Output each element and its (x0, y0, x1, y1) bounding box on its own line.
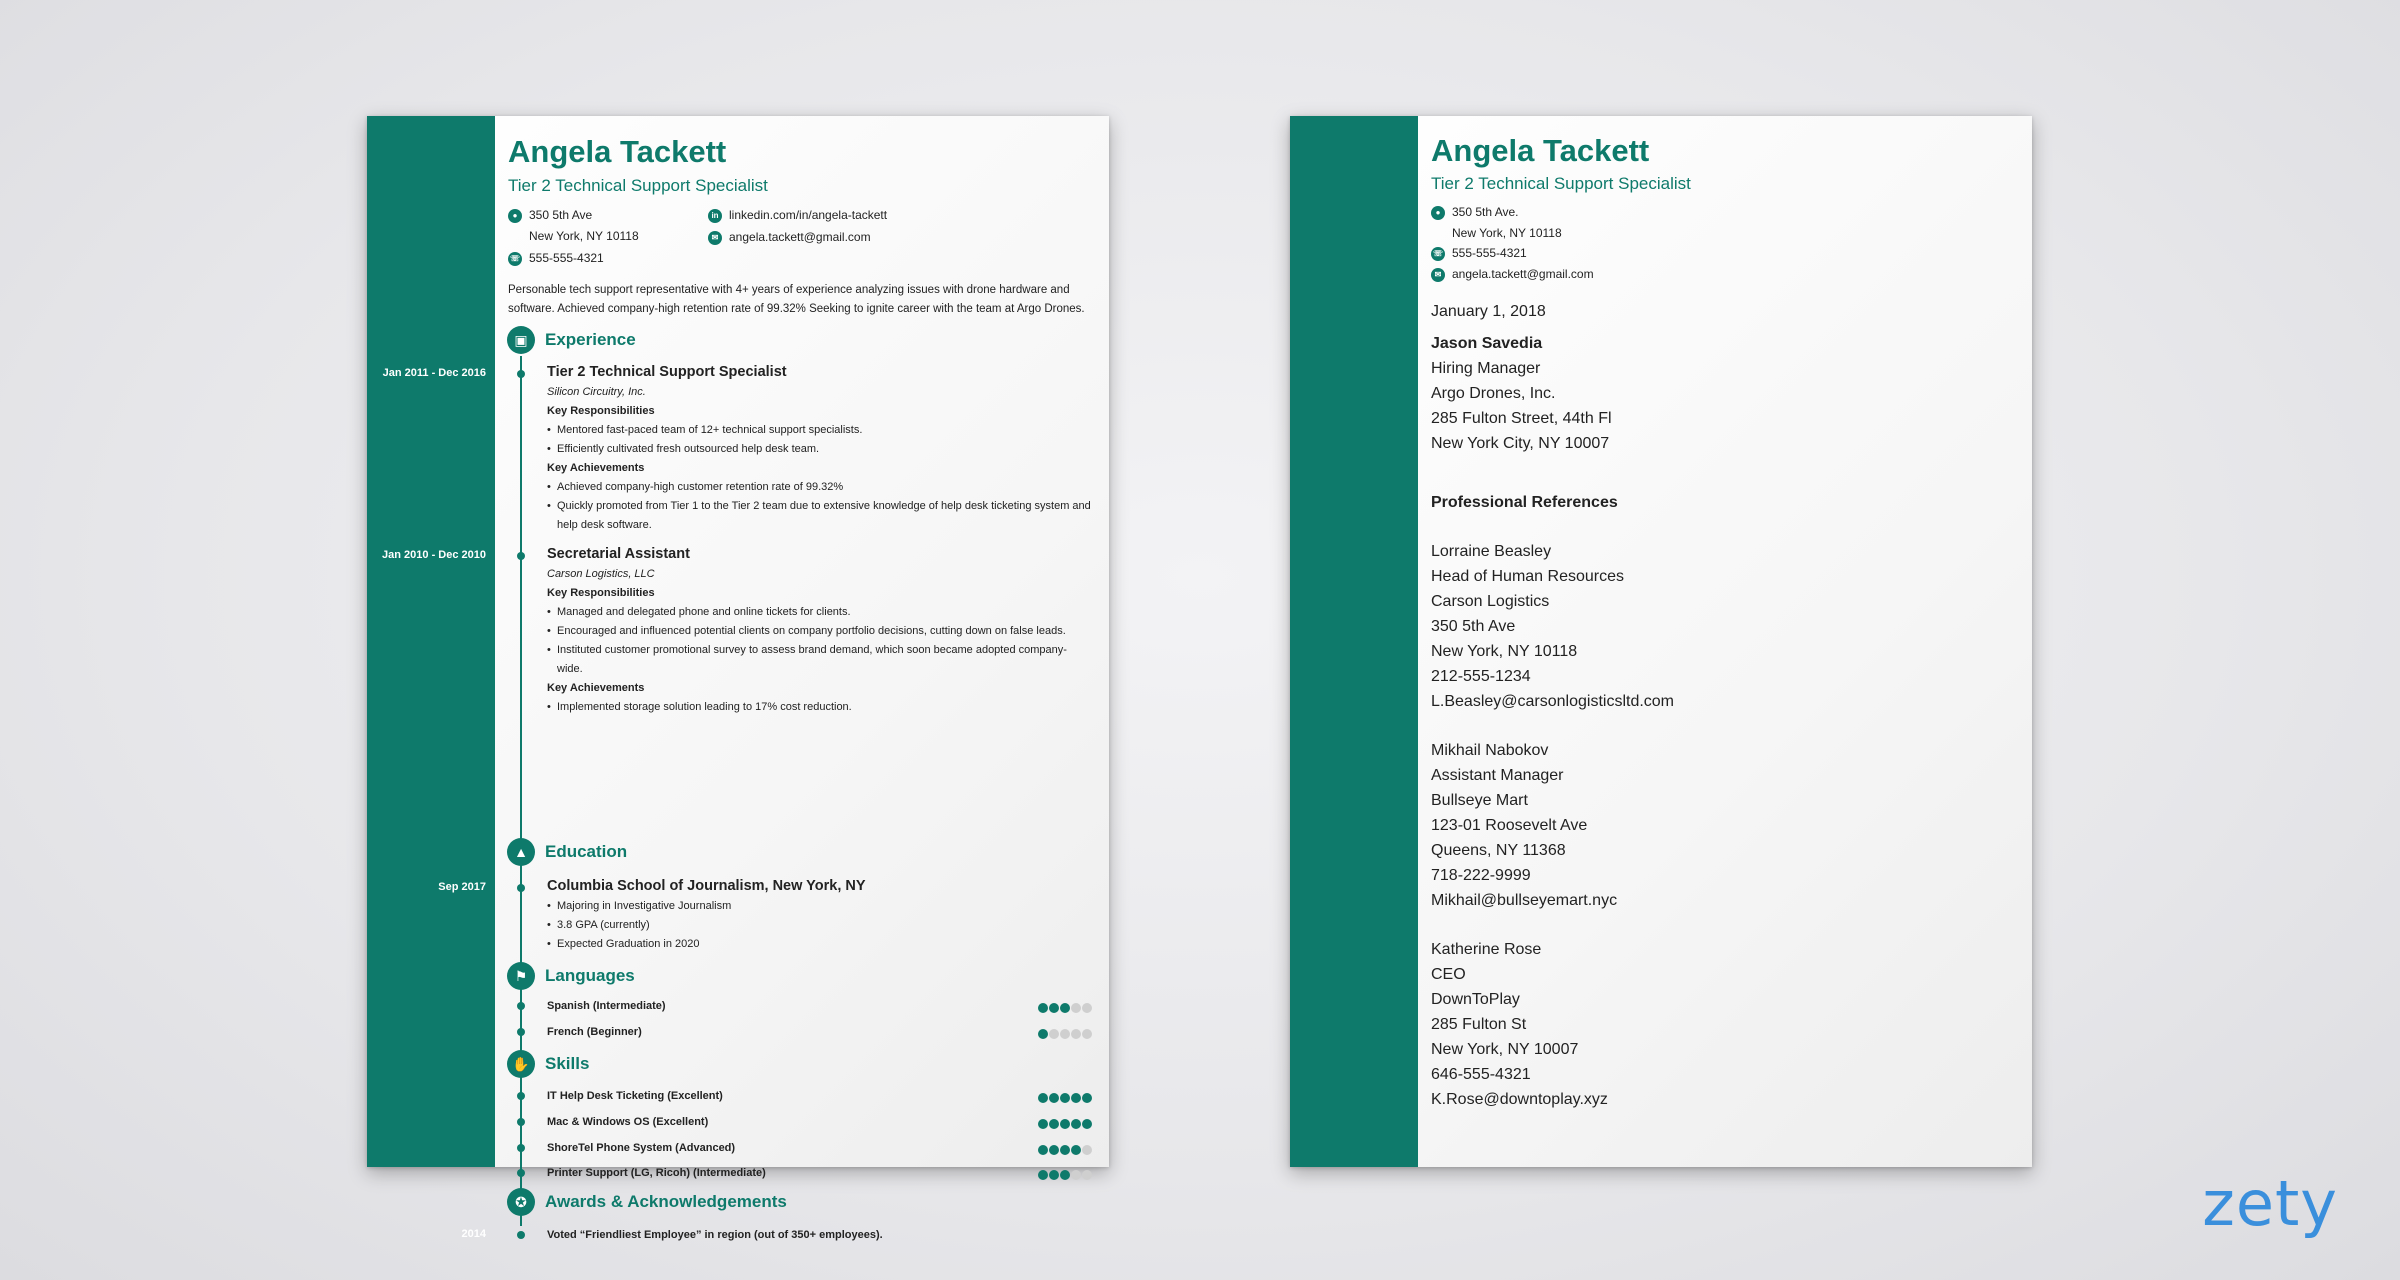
rating-dot-empty (1049, 1029, 1059, 1039)
references-sidebar (1290, 116, 1418, 1167)
phone-icon: ☏ (508, 252, 522, 266)
location-pin-icon: ● (1431, 206, 1445, 220)
rating-dot-filled (1038, 1003, 1048, 1013)
recipient-details: Hiring Manager Argo Drones, Inc. 285 Fulton Street, 44th Fl New York City, NY 10007 (1431, 360, 1612, 452)
education-heading: ▲ Education (507, 838, 627, 866)
rating-dot-filled (1038, 1093, 1048, 1103)
reference-entry: Mikhail Nabokov Assistant Manager Bullseye Mart 123-01 Roosevelt Ave Queens, NY 11368 718-222-9999 Mikhail@bullseyemart.nyc (1431, 742, 1618, 909)
rating-dot-filled (1049, 1145, 1059, 1155)
job-company: Silicon Circuitry, Inc. (547, 386, 646, 398)
graduation-cap-icon: ▲ (507, 838, 535, 866)
email-icon: ✉ (1431, 268, 1445, 282)
award-ribbon-icon: ✪ (507, 1188, 535, 1216)
timeline-dot (517, 1231, 525, 1239)
email-icon: ✉ (708, 231, 722, 245)
reference-entry: Lorraine Beasley Head of Human Resources Carson Logistics 350 5th Ave New York, NY 10118 212-555-1234 L.Beasley@carsonlogisticsltd.com (1431, 543, 1675, 710)
resume-sidebar (367, 116, 495, 1167)
timeline-dot (517, 1169, 525, 1177)
rating-dot-empty (1082, 1003, 1092, 1013)
language-row: French (Beginner) (547, 1023, 1092, 1041)
linkedin-icon: in (708, 209, 722, 223)
resume-email[interactable]: ✉ angela.tackett@gmail.com (708, 227, 871, 248)
recipient-name: Jason Savedia (1431, 335, 1543, 352)
timeline-dot (517, 552, 525, 560)
rating-dot-filled (1049, 1170, 1059, 1180)
rating-dot-filled (1049, 1119, 1059, 1129)
education-entry (547, 875, 1092, 954)
list-item: • Managed and delegated phone and online tickets for clients. (547, 603, 1092, 622)
rating-dot-empty (1082, 1145, 1092, 1155)
key-achievements-label: Key Achievements (547, 682, 645, 694)
rating-dots (1037, 1001, 1092, 1011)
rating-dot-filled (1038, 1145, 1048, 1155)
skills-heading: ✋ Skills (507, 1050, 589, 1078)
list-item: • Majoring in Investigative Journalism (547, 897, 1092, 916)
list-item: • Implemented storage solution leading to 17% cost reduction. (547, 698, 1092, 717)
education-date: Sep 2017 (438, 881, 486, 893)
timeline-dot (517, 1092, 525, 1100)
key-achievements-label: Key Achievements (547, 462, 645, 474)
list-item: • Instituted customer promotional survey to assess brand demand, which soon became adopted company-wide. (547, 641, 1092, 679)
awards-heading: ✪ Awards & Acknowledgements (507, 1188, 787, 1216)
location-pin-icon: ● (508, 209, 522, 223)
timeline-dot (517, 884, 525, 892)
experience-heading: ▣ Experience (507, 326, 636, 354)
rating-dot-filled (1082, 1093, 1092, 1103)
rating-dot-filled (1082, 1119, 1092, 1129)
job-dates: Jan 2011 - Dec 2016 (382, 367, 486, 379)
resume-linkedin[interactable]: in linkedin.com/in/angela-tackett (708, 205, 887, 226)
timeline-dot (517, 1028, 525, 1036)
rating-dots (1037, 1168, 1092, 1178)
list-item: • Efficiently cultivated fresh outsourced help desk team. (547, 440, 1092, 459)
list-item: • Achieved company-high customer retention rate of 99.32% (547, 478, 1092, 497)
rating-dot-filled (1071, 1145, 1081, 1155)
job-title: Secretarial Assistant (547, 546, 690, 562)
rating-dot-empty (1071, 1003, 1081, 1013)
rating-dot-filled (1071, 1119, 1081, 1129)
skill-row: Printer Support (LG, Ricoh) (Intermediate) (547, 1164, 1092, 1182)
resume-name: Angela Tackett (508, 134, 727, 169)
job-company: Carson Logistics, LLC (547, 568, 655, 580)
references-page (1290, 116, 2032, 1167)
timeline-dot (517, 370, 525, 378)
flag-icon: ⚑ (507, 962, 535, 990)
list-item: • Quickly promoted from Tier 1 to the Tier 2 team due to extensive knowledge of help desk ticketing system and help desk software. (547, 497, 1092, 535)
briefcase-icon: ▣ (507, 326, 535, 354)
resume-job-title: Tier 2 Technical Support Specialist (508, 176, 768, 195)
phone-icon: ☏ (1431, 247, 1445, 261)
letter-job-title: Tier 2 Technical Support Specialist (1431, 174, 1691, 193)
job-title: Tier 2 Technical Support Specialist (547, 364, 787, 380)
award-text: Voted “Friendliest Employee” in region (out of 350+ employees). (547, 1229, 883, 1241)
list-item: • 3.8 GPA (currently) (547, 916, 1092, 935)
rating-dots (1037, 1143, 1092, 1153)
rating-dot-filled (1060, 1093, 1070, 1103)
skills-hand-icon: ✋ (507, 1050, 535, 1078)
rating-dot-empty (1071, 1029, 1081, 1039)
rating-dot-filled (1038, 1170, 1048, 1180)
job-entry (547, 361, 1092, 535)
rating-dot-filled (1038, 1119, 1048, 1129)
rating-dot-filled (1049, 1003, 1059, 1013)
rating-dot-filled (1038, 1029, 1048, 1039)
rating-dots (1037, 1117, 1092, 1127)
rating-dot-filled (1060, 1145, 1070, 1155)
rating-dot-filled (1060, 1170, 1070, 1180)
rating-dot-filled (1060, 1119, 1070, 1129)
language-row: Spanish (Intermediate) (547, 997, 1092, 1015)
skill-row: IT Help Desk Ticketing (Excellent) (547, 1087, 1092, 1105)
key-responsibilities-label: Key Responsibilities (547, 405, 655, 417)
rating-dot-empty (1082, 1029, 1092, 1039)
languages-heading: ⚑ Languages (507, 962, 635, 990)
rating-dot-filled (1060, 1003, 1070, 1013)
list-item: • Expected Graduation in 2020 (547, 935, 1092, 954)
key-responsibilities-label: Key Responsibilities (547, 587, 655, 599)
list-item: • Encouraged and influenced potential clients on company portfolio decisions, cutting down on false leads. (547, 622, 1092, 641)
award-date: 2014 (461, 1228, 486, 1240)
resume-address: ● 350 5th Ave New York, NY 10118 (508, 205, 639, 247)
school-name: Columbia School of Journalism, New York, NY (547, 878, 866, 894)
letter-name: Angela Tackett (1431, 133, 1650, 168)
letter-date: January 1, 2018 (1431, 303, 1546, 320)
timeline-dot (517, 1002, 525, 1010)
letter-email[interactable]: ✉ angela.tackett@gmail.com (1431, 264, 1594, 285)
rating-dot-empty (1071, 1170, 1081, 1180)
job-dates: Jan 2010 - Dec 2010 (382, 549, 486, 561)
zety-logo: zety (2202, 1167, 2338, 1240)
letter-address: ● 350 5th Ave. New York, NY 10118 (1431, 202, 1562, 244)
rating-dot-filled (1071, 1093, 1081, 1103)
list-item: • Mentored fast-paced team of 12+ technical support specialists. (547, 421, 1092, 440)
references-heading: Professional References (1431, 494, 1618, 511)
timeline-dot (517, 1144, 525, 1152)
timeline-dot (517, 1118, 525, 1126)
rating-dot-filled (1049, 1093, 1059, 1103)
letter-phone: ☏ 555-555-4321 (1432, 246, 1527, 260)
rating-dots (1037, 1091, 1092, 1101)
resume-summary: Personable tech support representative with 4+ years of experience analyzing issues with drone hardware and software. Achieved company-high retention rate of 99.32% Seeking to ignite career with the team at Argo Drones. (508, 284, 1085, 315)
skill-row: ShoreTel Phone System (Advanced) (547, 1139, 1092, 1157)
resume-page (367, 116, 1109, 1241)
skill-row: Mac & Windows OS (Excellent) (547, 1113, 1092, 1131)
reference-entry: Katherine Rose CEO DownToPlay 285 Fulton St New York, NY 10007 646-555-4321 K.Rose@downtoplay.xyz (1431, 941, 1608, 1108)
job-entry (547, 543, 1092, 717)
rating-dot-empty (1082, 1170, 1092, 1180)
rating-dot-empty (1060, 1029, 1070, 1039)
rating-dots (1037, 1027, 1092, 1037)
resume-phone: ☏ 555-555-4321 (509, 251, 604, 265)
